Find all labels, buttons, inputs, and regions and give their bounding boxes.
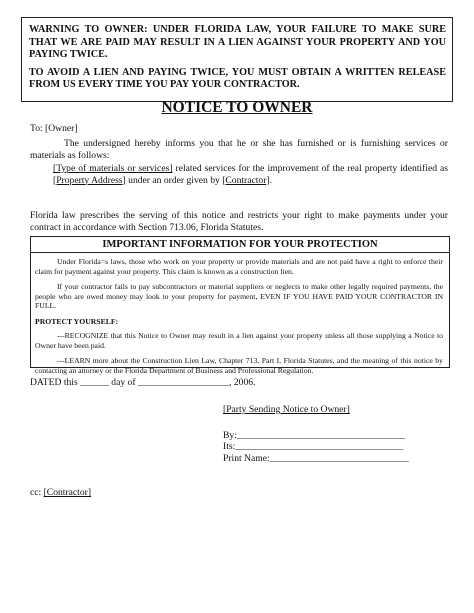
protect-yourself-heading: PROTECT YOURSELF: bbox=[35, 316, 119, 326]
its-line[interactable]: Its:___________________________________ bbox=[223, 441, 404, 452]
warning-text-lien: WARNING TO OWNER: UNDER FLORIDA LAW, YOUR FAILURE TO MAKE SURE THAT WE ARE PAID MAY RESULT IN A LIEN AGAINST YOUR PROPERTY AND YOU PAYING TWICE. bbox=[29, 24, 446, 60]
info-paragraph-learn: ---LEARN more about the Construction Lien Law, Chapter 713, Part I, Florida Statutes, and the meaning of this notice by contacting an attorney or the Florida Department of Business and Professional Regulation. bbox=[35, 356, 443, 375]
services-text-1: related services for the improvement of the real property identified as bbox=[172, 163, 448, 174]
intro-paragraph: The undersigned hereby informs you that he or she has furnished or is furnishing services or materials as follows: bbox=[30, 138, 448, 161]
info-paragraph-recognize: ---RECOGNIZE that this Notice to Owner may result in a lien against your property unless all those supplying a Notice to Owner have been paid. bbox=[35, 331, 443, 350]
print-name-line[interactable]: Print Name:_____________________________ bbox=[223, 453, 409, 464]
cc-contractor-placeholder[interactable]: [Contractor] bbox=[43, 487, 92, 498]
info-heading: IMPORTANT INFORMATION FOR YOUR PROTECTION bbox=[31, 237, 449, 253]
by-signature-line[interactable]: By:___________________________________ bbox=[223, 430, 405, 441]
info-body bbox=[31, 253, 449, 375]
property-address-placeholder[interactable]: [Property Address] bbox=[53, 174, 126, 186]
page-title: NOTICE TO OWNER bbox=[161, 99, 313, 116]
warning-text-release: TO AVOID A LIEN AND PAYING TWICE, YOU MUST OBTAIN A WRITTEN RELEASE FROM US EVERY TIME YOU PAY YOUR CONTRACTOR. bbox=[29, 66, 446, 90]
info-paragraph-lien-rights: Under Florida=s laws, those who work on your property or provide materials and are not paid have a right to enforce their claim for payment against your property. This claim is known as a construction lien. bbox=[35, 257, 443, 276]
info-paragraph-contractor: If your contractor fails to pay subcontractors or material suppliers or neglects to make other legally required payments, the people who are owed money may look to your property for payment, EVEN IF YOU HAVE PAID YOUR CONTRACTOR IN FULL. bbox=[35, 282, 443, 310]
party-sending-placeholder[interactable]: [Party Sending Notice to Owner] bbox=[223, 404, 350, 415]
to-line: To: [Owner] bbox=[30, 123, 78, 134]
dated-line[interactable]: DATED this ______ day of ___________________, 2006. bbox=[30, 377, 256, 388]
cc-label: cc: bbox=[30, 487, 44, 498]
services-text-2: under an order given by bbox=[125, 174, 223, 186]
contractor-placeholder[interactable]: [Contractor] bbox=[222, 174, 270, 186]
materials-placeholder[interactable]: [Type of materials or services] bbox=[53, 163, 173, 174]
important-info-box bbox=[30, 236, 450, 375]
services-paragraph bbox=[53, 163, 448, 186]
law-paragraph: Florida law prescribes the serving of this notice and restricts your right to make payments under your contract in accordance with Section 713.06, Florida Statutes. bbox=[30, 210, 448, 233]
cc-line bbox=[30, 487, 91, 499]
warning-box bbox=[21, 17, 453, 102]
services-text-3: . bbox=[269, 174, 273, 186]
